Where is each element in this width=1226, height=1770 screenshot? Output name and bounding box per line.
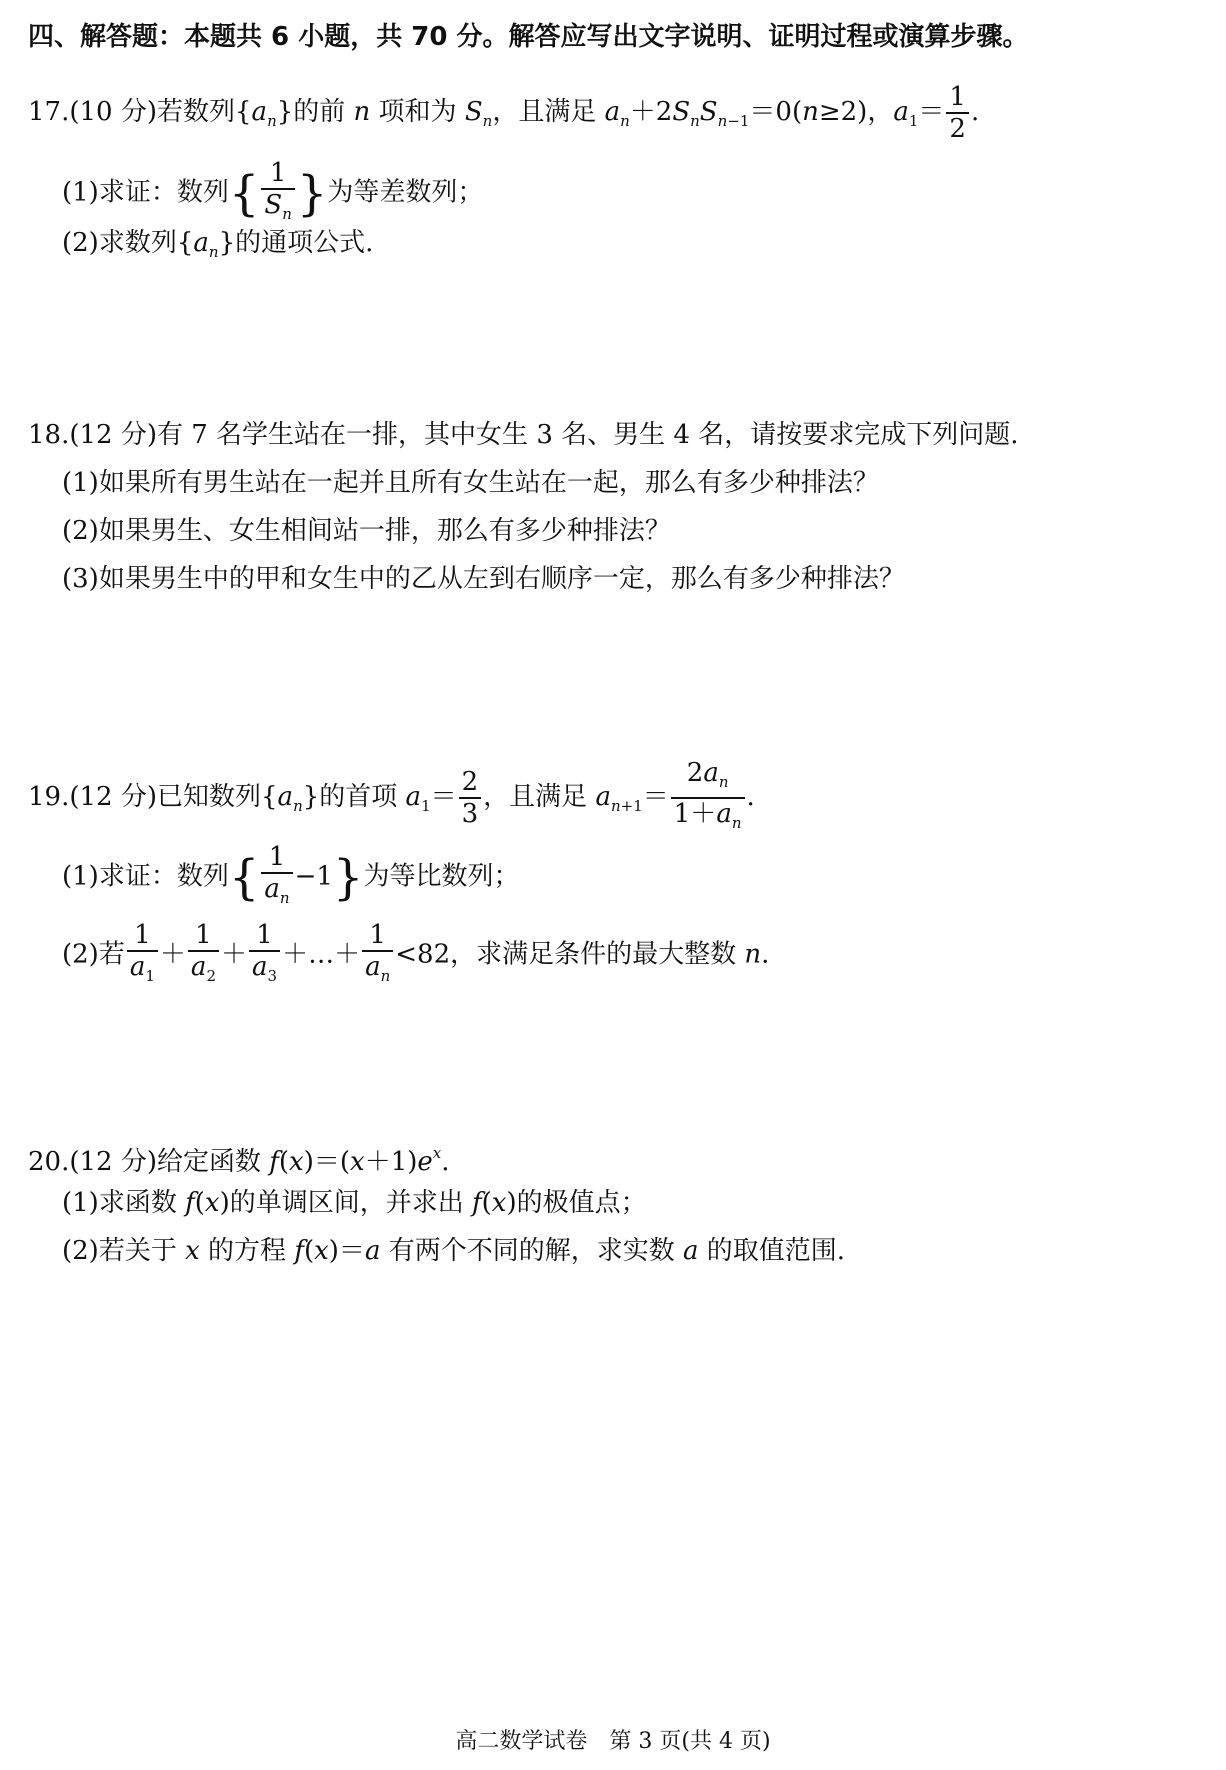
question-18-part-3: (3)如果男生中的甲和女生中的乙从左到右顺序一定，那么有多少种排法？ — [62, 564, 905, 594]
q17-prefix: 17.(10 分)若数列 — [28, 97, 235, 127]
question-18-part-1: (1)如果所有男生站在一起并且所有女生站在一起，那么有多少种排法？ — [62, 468, 879, 498]
question-17-stem: 17.(10 分)若数列$\{a_n\}$的前 n 项和为 $S_n$，且满足 $a_n+2S_nS_{n-1}=0(n\ge 2)$，$a_1=$ $\frac{1}{2}$ . — [28, 82, 980, 144]
section-header: 四、解答题：本题共 6 小题，共 70 分。解答应写出文字说明、证明过程或演算步骤。 — [28, 22, 1029, 52]
question-17-part-2: (2)求数列$\{a_n\}$的通项公式. — [62, 228, 374, 261]
page-footer: 高二数学试卷 第 3 页(共 4 页) — [455, 1729, 771, 1754]
question-17-part-1: (1)求证：数列{ $\frac{1}{S_n}$ }为等差数列； — [62, 158, 483, 229]
question-20-part-2: (2)若关于 x 的方程 f(x)＝a 有两个不同的解，求实数 a 的取值范围. — [62, 1236, 846, 1266]
question-19-part-2: (2)若 $\frac{1}{a_1}$ ＋ $\frac{1}{a_2}$ ＋ $\frac{1}{a_3}$ ＋…＋ $\frac{1}{a_n}$ <82，求满足条件的最大整数 n. — [62, 920, 769, 991]
question-20-part-1: (1)求函数 f(x)的单调区间，并求出 f(x)的极值点； — [62, 1188, 647, 1218]
question-19-stem: 19.(12 分)已知数列$\{a_n\}$的首项 $a_1=$ $\frac{2}{3}$ ，且满足 $a_{n+1}=$ $\frac{2a_n}{1+a_n}$ . — [28, 758, 755, 838]
question-19-part-1: (1)求证：数列{ $\frac{1}{a_n}$ −1}为等比数列； — [62, 842, 519, 913]
question-18-stem: 18.(12 分)有 7 名学生站在一排，其中女生 3 名、男生 4 名，请按要求完成下列问题. — [28, 420, 1019, 450]
question-18-part-2: (2)如果男生、女生相间站一排，那么有多少种排法？ — [62, 516, 671, 546]
question-20-stem: 20.(12 分)给定函数 $f(x)=(x+1)e^x$. — [28, 1144, 450, 1177]
